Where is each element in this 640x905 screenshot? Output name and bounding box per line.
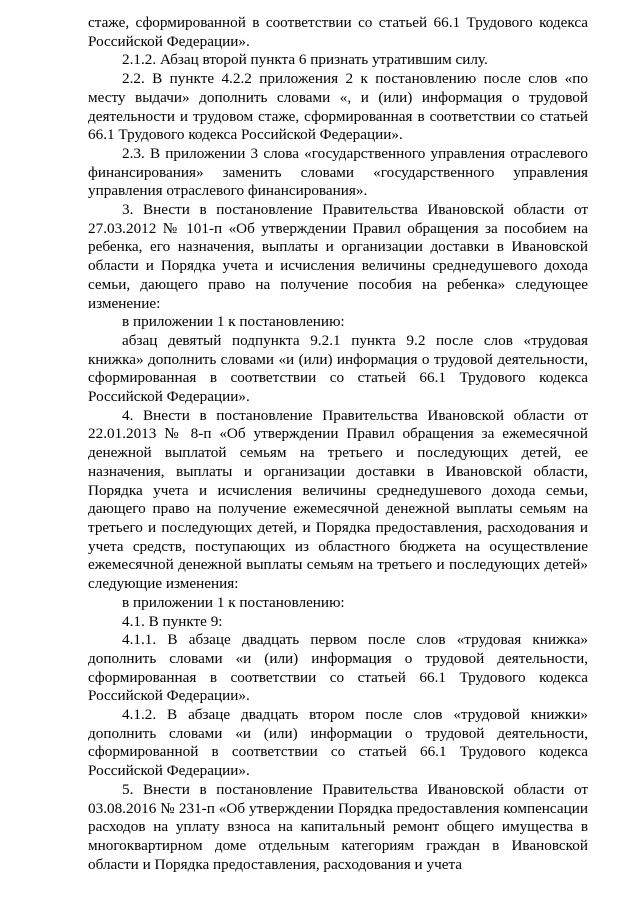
paragraph-continuation: стаже, сформированной в соответствии со статьей 66.1 Трудового кодекса Российской Федерации». [88, 14, 588, 50]
paragraph-2-1-2: 2.1.2. Абзац второй пункта 6 признать утратившим силу. [122, 51, 488, 69]
paragraph-4-1: 4.1. В пункте 9: [122, 612, 223, 630]
paragraph-3-change: абзац девятый подпункта 9.2.1 пункта 9.2 после слов «трудовая книжка» дополнить словами «и (или) информация о трудовой деятельности, сформированная в соответствии со статьей 66.1 Трудового кодекса Российской Федерации». [88, 331, 588, 406]
paragraph-2-3: 2.3. В приложении 3 слова «государственного управления отраслевого финансирования» заменить словами «государственного управления управления отраслевого финансирования». [88, 144, 588, 200]
paragraph-4-1-1: 4.1.1. В абзаце двадцать первом после слов «трудовая книжка» дополнить словами «и (или) информация о трудовой деятельности, сформированная в соответствии со статьей 66.1 Трудового кодекса Российской Федерации». [88, 631, 588, 705]
paragraph-4: 4. Внести в постановление Правительства Ивановской области от 22.01.2013 № 8-п «Об утверждении Правил обращения за ежемесячной денежной выплатой семьям на третьего и последующих детей, ее назначения, выплаты и организации доставки в Ивановской области, Порядка учета и исчисления величины среднедушевого дохода семьи, дающего право на получение ежемесячной денежной выплаты семьям на третьего и последующих детей, и Порядка предоставления, расходования и учета средств, поступающих из областного бюджета на осуществление ежемесячной денежной выплаты семьям на третьего и последующих детей» следующие изменения: [88, 406, 588, 593]
paragraph-4-1-2: 4.1.2. В абзаце двадцать втором после слов «трудовой книжки» дополнить словами «и (или) информации о трудовой деятельности, сформированной в соответствии со статьей 66.1 Трудового кодекса Российской Федерации». [88, 706, 588, 780]
document-page [88, 14, 588, 874]
paragraph-3: 3. Внести в постановление Правительства Ивановской области от 27.03.2012 № 101-п «Об утверждении Правил обращения за пособием на ребенка, его назначения, выплаты и организации доставки в Ивановской области и Порядка учета и исчисления величины среднедушевого дохода семьи, дающего право на получение пособия на ребенка» следующее изменение: [88, 201, 588, 312]
paragraph-4-annex: в приложении 1 к постановлению: [122, 593, 345, 611]
paragraph-2-2: 2.2. В пункте 4.2.2 приложения 2 к постановлению после слов «по месту выдачи» дополнить словами «, и (или) информация о трудовой деятельности и трудовом стаже, сформированная в соответствии со статьей 66.1 Трудового кодекса Российской Федерации». [88, 70, 588, 144]
paragraph-5: 5. Внести в постановление Правительства Ивановской области от 03.08.2016 № 231-п «Об утверждении Порядка предоставления компенсации расходов на уплату взноса на капитальный ремонт общего имущества в многоквартирном доме отдельным категориям граждан в Ивановской области и Порядка предоставления, расходования и учета [88, 780, 588, 873]
paragraph-3-annex: в приложении 1 к постановлению: [122, 313, 345, 331]
